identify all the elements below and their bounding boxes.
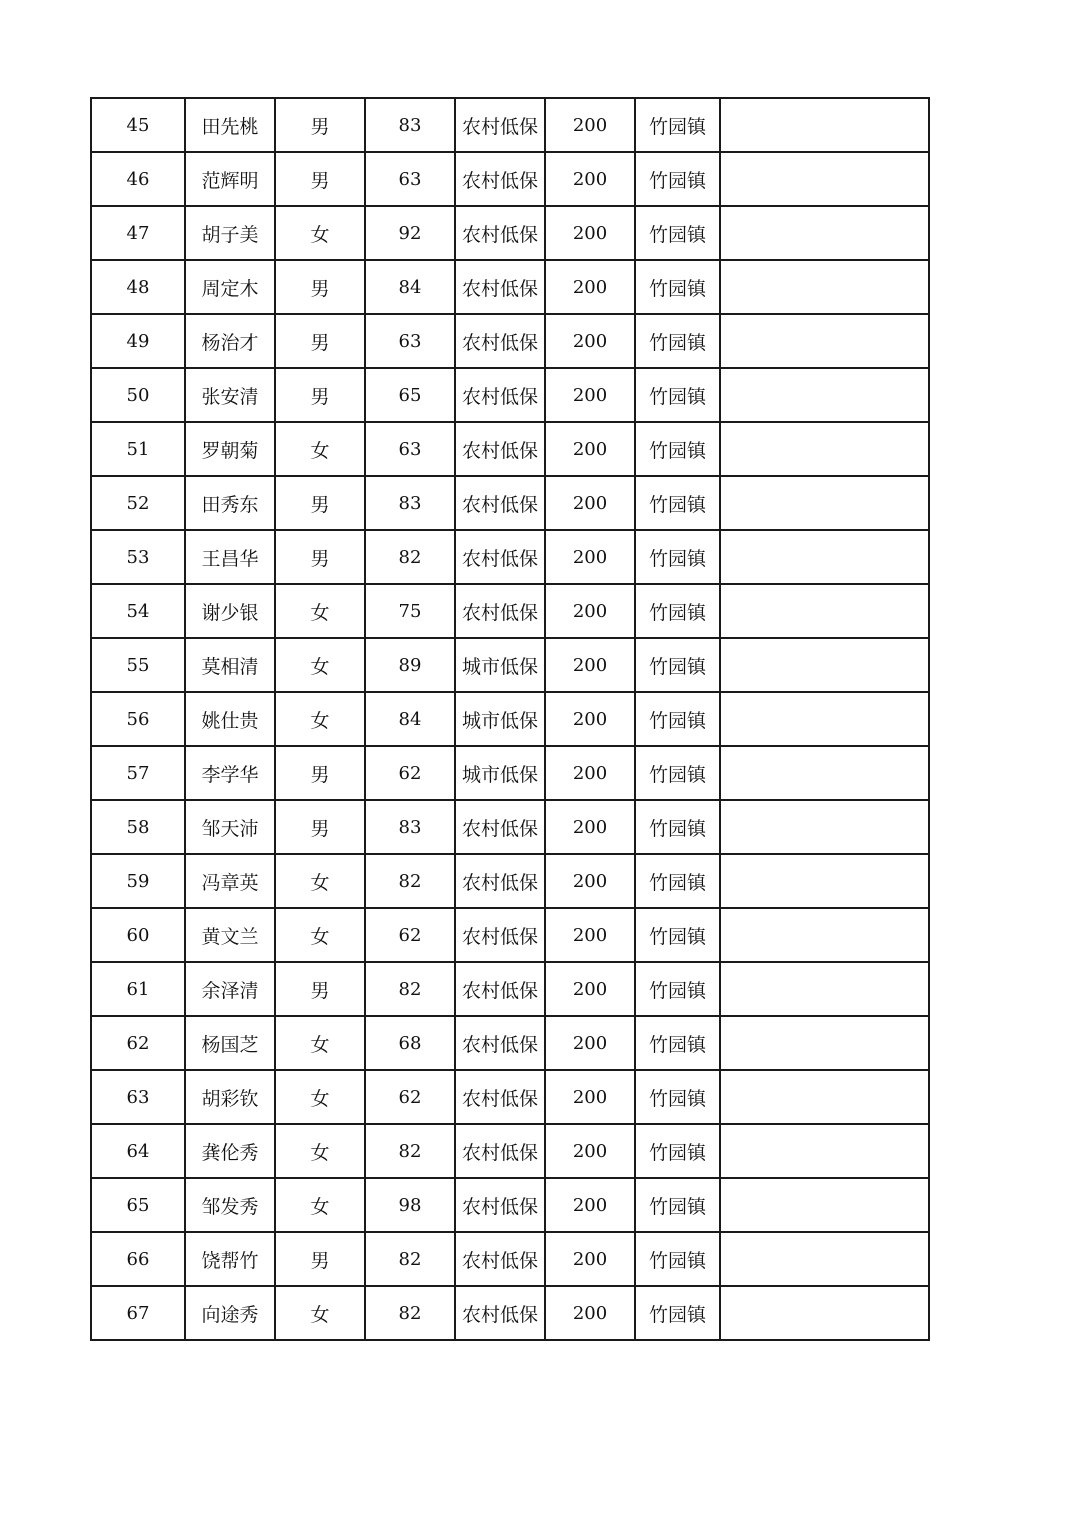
table-row: [91, 962, 929, 1016]
table-row: [91, 854, 929, 908]
serial-number-cell: 47: [91, 206, 185, 260]
assistance-type-cell: 农村低保: [455, 962, 545, 1016]
serial-number-cell: 61: [91, 962, 185, 1016]
amount-cell: 200: [545, 1286, 635, 1340]
table-body: [91, 98, 929, 1340]
amount-cell: 200: [545, 260, 635, 314]
assistance-type-cell: 农村低保: [455, 1286, 545, 1340]
name-cell: 余泽清: [185, 962, 275, 1016]
age-cell: 82: [365, 530, 455, 584]
table-row: [91, 206, 929, 260]
age-cell: 83: [365, 98, 455, 152]
assistance-type-cell: 农村低保: [455, 368, 545, 422]
name-cell: 胡彩钦: [185, 1070, 275, 1124]
assistance-type-cell: 城市低保: [455, 746, 545, 800]
assistance-type-cell: 农村低保: [455, 422, 545, 476]
gender-cell: 女: [275, 422, 365, 476]
serial-number-cell: 59: [91, 854, 185, 908]
table-row: [91, 638, 929, 692]
amount-cell: 200: [545, 584, 635, 638]
table-row: [91, 98, 929, 152]
table-row: [91, 530, 929, 584]
table-row: [91, 1070, 929, 1124]
age-cell: 63: [365, 314, 455, 368]
gender-cell: 男: [275, 368, 365, 422]
assistance-type-cell: 农村低保: [455, 260, 545, 314]
name-cell: 胡子美: [185, 206, 275, 260]
town-cell: 竹园镇: [635, 584, 720, 638]
assistance-type-cell: 城市低保: [455, 692, 545, 746]
name-cell: 王昌华: [185, 530, 275, 584]
assistance-type-cell: 农村低保: [455, 584, 545, 638]
assistance-type-cell: 农村低保: [455, 206, 545, 260]
table-row: [91, 1016, 929, 1070]
amount-cell: 200: [545, 746, 635, 800]
town-cell: 竹园镇: [635, 800, 720, 854]
amount-cell: 200: [545, 476, 635, 530]
serial-number-cell: 51: [91, 422, 185, 476]
town-cell: 竹园镇: [635, 1232, 720, 1286]
remarks-cell: [720, 530, 929, 584]
town-cell: 竹园镇: [635, 1286, 720, 1340]
town-cell: 竹园镇: [635, 530, 720, 584]
town-cell: 竹园镇: [635, 746, 720, 800]
amount-cell: 200: [545, 800, 635, 854]
remarks-cell: [720, 1016, 929, 1070]
remarks-cell: [720, 638, 929, 692]
assistance-type-cell: 农村低保: [455, 1124, 545, 1178]
town-cell: 竹园镇: [635, 638, 720, 692]
gender-cell: 女: [275, 1070, 365, 1124]
remarks-cell: [720, 584, 929, 638]
remarks-cell: [720, 1286, 929, 1340]
table-row: [91, 1178, 929, 1232]
gender-cell: 男: [275, 476, 365, 530]
name-cell: 李学华: [185, 746, 275, 800]
serial-number-cell: 52: [91, 476, 185, 530]
name-cell: 龚伦秀: [185, 1124, 275, 1178]
remarks-cell: [720, 152, 929, 206]
name-cell: 杨治才: [185, 314, 275, 368]
serial-number-cell: 53: [91, 530, 185, 584]
remarks-cell: [720, 314, 929, 368]
serial-number-cell: 67: [91, 1286, 185, 1340]
age-cell: 68: [365, 1016, 455, 1070]
gender-cell: 男: [275, 962, 365, 1016]
remarks-cell: [720, 1232, 929, 1286]
serial-number-cell: 60: [91, 908, 185, 962]
amount-cell: 200: [545, 638, 635, 692]
serial-number-cell: 65: [91, 1178, 185, 1232]
table-row: [91, 260, 929, 314]
gender-cell: 女: [275, 908, 365, 962]
name-cell: 黄文兰: [185, 908, 275, 962]
name-cell: 范辉明: [185, 152, 275, 206]
gender-cell: 女: [275, 1178, 365, 1232]
assistance-type-cell: 农村低保: [455, 800, 545, 854]
remarks-cell: [720, 98, 929, 152]
town-cell: 竹园镇: [635, 206, 720, 260]
assistance-type-cell: 农村低保: [455, 98, 545, 152]
town-cell: 竹园镇: [635, 962, 720, 1016]
name-cell: 莫相清: [185, 638, 275, 692]
serial-number-cell: 54: [91, 584, 185, 638]
amount-cell: 200: [545, 152, 635, 206]
amount-cell: 200: [545, 98, 635, 152]
gender-cell: 男: [275, 152, 365, 206]
serial-number-cell: 49: [91, 314, 185, 368]
remarks-cell: [720, 962, 929, 1016]
town-cell: 竹园镇: [635, 1016, 720, 1070]
town-cell: 竹园镇: [635, 98, 720, 152]
age-cell: 84: [365, 260, 455, 314]
assistance-type-cell: 农村低保: [455, 152, 545, 206]
data-table: [90, 97, 930, 1341]
name-cell: 邹天沛: [185, 800, 275, 854]
amount-cell: 200: [545, 206, 635, 260]
remarks-cell: [720, 692, 929, 746]
gender-cell: 女: [275, 854, 365, 908]
serial-number-cell: 46: [91, 152, 185, 206]
table-row: [91, 800, 929, 854]
age-cell: 65: [365, 368, 455, 422]
table-row: [91, 746, 929, 800]
town-cell: 竹园镇: [635, 1070, 720, 1124]
assistance-type-cell: 农村低保: [455, 908, 545, 962]
amount-cell: 200: [545, 368, 635, 422]
serial-number-cell: 55: [91, 638, 185, 692]
gender-cell: 男: [275, 746, 365, 800]
amount-cell: 200: [545, 1070, 635, 1124]
town-cell: 竹园镇: [635, 422, 720, 476]
table-row: [91, 152, 929, 206]
serial-number-cell: 56: [91, 692, 185, 746]
age-cell: 83: [365, 800, 455, 854]
serial-number-cell: 45: [91, 98, 185, 152]
gender-cell: 女: [275, 692, 365, 746]
gender-cell: 男: [275, 1232, 365, 1286]
age-cell: 82: [365, 1232, 455, 1286]
age-cell: 75: [365, 584, 455, 638]
amount-cell: 200: [545, 1232, 635, 1286]
remarks-cell: [720, 476, 929, 530]
table-row: [91, 1124, 929, 1178]
town-cell: 竹园镇: [635, 908, 720, 962]
gender-cell: 男: [275, 800, 365, 854]
age-cell: 63: [365, 152, 455, 206]
age-cell: 62: [365, 1070, 455, 1124]
gender-cell: 男: [275, 314, 365, 368]
amount-cell: 200: [545, 530, 635, 584]
assistance-type-cell: 城市低保: [455, 638, 545, 692]
remarks-cell: [720, 206, 929, 260]
town-cell: 竹园镇: [635, 1124, 720, 1178]
remarks-cell: [720, 746, 929, 800]
serial-number-cell: 58: [91, 800, 185, 854]
name-cell: 张安清: [185, 368, 275, 422]
assistance-type-cell: 农村低保: [455, 1070, 545, 1124]
assistance-type-cell: 农村低保: [455, 530, 545, 584]
town-cell: 竹园镇: [635, 476, 720, 530]
amount-cell: 200: [545, 1178, 635, 1232]
town-cell: 竹园镇: [635, 152, 720, 206]
name-cell: 谢少银: [185, 584, 275, 638]
gender-cell: 女: [275, 638, 365, 692]
serial-number-cell: 64: [91, 1124, 185, 1178]
table-row: [91, 368, 929, 422]
age-cell: 82: [365, 1286, 455, 1340]
remarks-cell: [720, 1070, 929, 1124]
amount-cell: 200: [545, 962, 635, 1016]
age-cell: 98: [365, 1178, 455, 1232]
name-cell: 田秀东: [185, 476, 275, 530]
name-cell: 杨国芝: [185, 1016, 275, 1070]
remarks-cell: [720, 854, 929, 908]
remarks-cell: [720, 260, 929, 314]
amount-cell: 200: [545, 854, 635, 908]
amount-cell: 200: [545, 314, 635, 368]
amount-cell: 200: [545, 422, 635, 476]
age-cell: 62: [365, 746, 455, 800]
remarks-cell: [720, 422, 929, 476]
table-row: [91, 422, 929, 476]
gender-cell: 女: [275, 584, 365, 638]
town-cell: 竹园镇: [635, 314, 720, 368]
table-row: [91, 1232, 929, 1286]
table-row: [91, 476, 929, 530]
serial-number-cell: 63: [91, 1070, 185, 1124]
amount-cell: 200: [545, 692, 635, 746]
name-cell: 邹发秀: [185, 1178, 275, 1232]
gender-cell: 男: [275, 98, 365, 152]
town-cell: 竹园镇: [635, 692, 720, 746]
serial-number-cell: 50: [91, 368, 185, 422]
remarks-cell: [720, 800, 929, 854]
gender-cell: 男: [275, 530, 365, 584]
age-cell: 83: [365, 476, 455, 530]
name-cell: 罗朝菊: [185, 422, 275, 476]
age-cell: 92: [365, 206, 455, 260]
remarks-cell: [720, 908, 929, 962]
gender-cell: 女: [275, 206, 365, 260]
town-cell: 竹园镇: [635, 854, 720, 908]
name-cell: 向途秀: [185, 1286, 275, 1340]
table-row: [91, 692, 929, 746]
amount-cell: 200: [545, 908, 635, 962]
remarks-cell: [720, 1178, 929, 1232]
gender-cell: 男: [275, 260, 365, 314]
serial-number-cell: 66: [91, 1232, 185, 1286]
age-cell: 84: [365, 692, 455, 746]
age-cell: 89: [365, 638, 455, 692]
serial-number-cell: 57: [91, 746, 185, 800]
name-cell: 周定木: [185, 260, 275, 314]
assistance-type-cell: 农村低保: [455, 1232, 545, 1286]
serial-number-cell: 62: [91, 1016, 185, 1070]
age-cell: 82: [365, 962, 455, 1016]
gender-cell: 女: [275, 1286, 365, 1340]
assistance-type-cell: 农村低保: [455, 1178, 545, 1232]
age-cell: 82: [365, 1124, 455, 1178]
table-row: [91, 584, 929, 638]
name-cell: 田先桃: [185, 98, 275, 152]
assistance-type-cell: 农村低保: [455, 854, 545, 908]
gender-cell: 女: [275, 1124, 365, 1178]
age-cell: 82: [365, 854, 455, 908]
amount-cell: 200: [545, 1124, 635, 1178]
town-cell: 竹园镇: [635, 368, 720, 422]
table-row: [91, 908, 929, 962]
table-row: [91, 1286, 929, 1340]
assistance-type-cell: 农村低保: [455, 314, 545, 368]
amount-cell: 200: [545, 1016, 635, 1070]
age-cell: 62: [365, 908, 455, 962]
table-row: [91, 314, 929, 368]
town-cell: 竹园镇: [635, 1178, 720, 1232]
age-cell: 63: [365, 422, 455, 476]
name-cell: 饶帮竹: [185, 1232, 275, 1286]
assistance-type-cell: 农村低保: [455, 476, 545, 530]
serial-number-cell: 48: [91, 260, 185, 314]
remarks-cell: [720, 1124, 929, 1178]
gender-cell: 女: [275, 1016, 365, 1070]
town-cell: 竹园镇: [635, 260, 720, 314]
remarks-cell: [720, 368, 929, 422]
name-cell: 冯章英: [185, 854, 275, 908]
name-cell: 姚仕贵: [185, 692, 275, 746]
assistance-type-cell: 农村低保: [455, 1016, 545, 1070]
